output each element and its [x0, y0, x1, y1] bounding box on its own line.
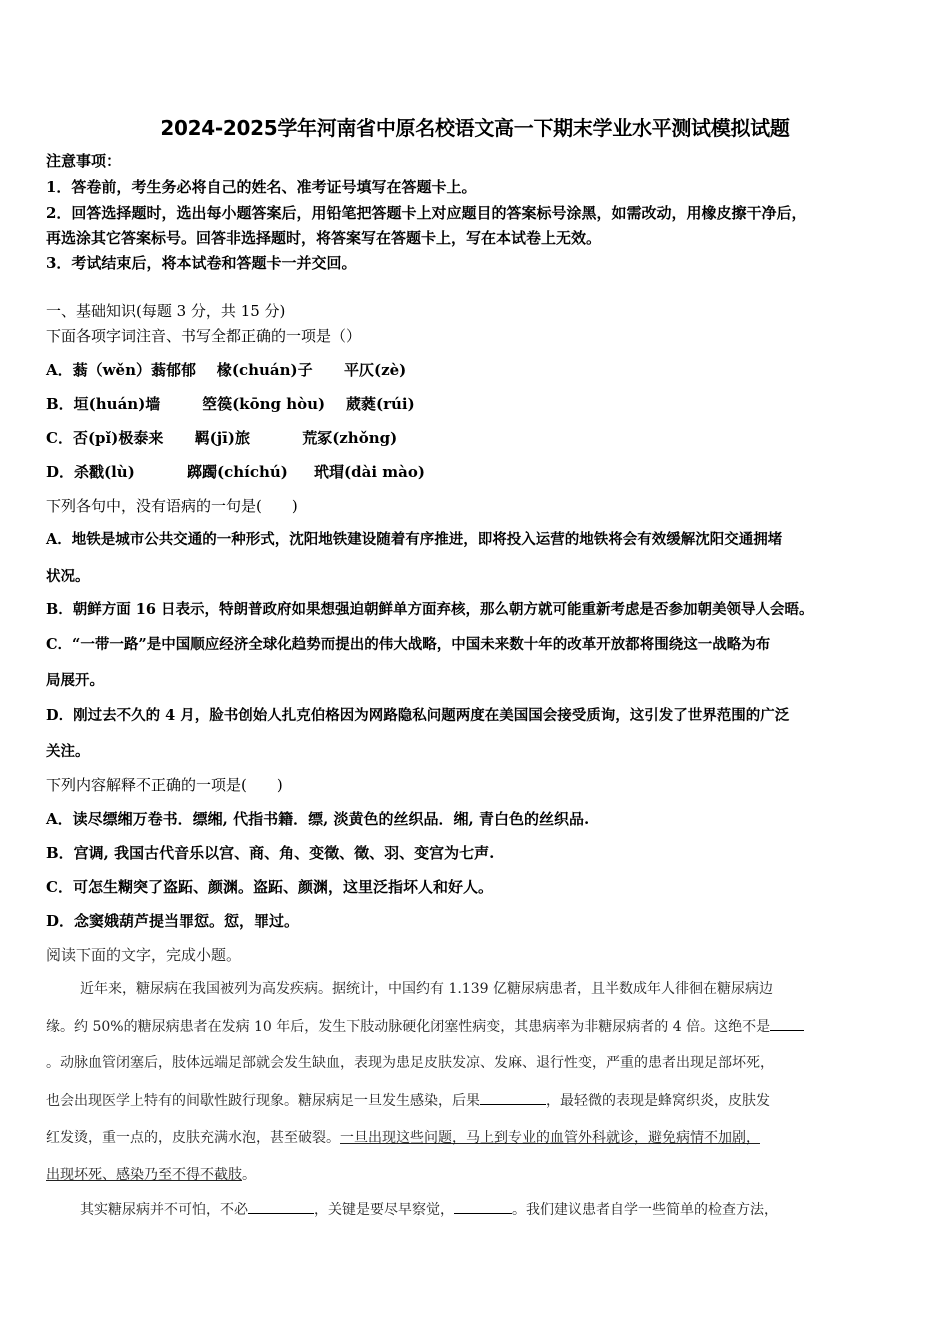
fill-blank-2[interactable] [480, 1090, 546, 1105]
question-3-option-a: A．读尽缥缃万卷书．缥缃, 代指书籍．缥, 淡黄色的丝织品．缃, 青白色的丝织品. [46, 810, 590, 828]
passage-p2-text-c: 。我们建议患者自学一些简单的检查方法， [512, 1202, 778, 1218]
passage-p2-line-1 [80, 1199, 778, 1220]
question-2-option-c-line-1: C．“一带一路”是中国顺应经济全球化趋势而提出的伟大战略，中国未来数十年的改革开放都将围绕这一战略为布 [46, 636, 771, 653]
passage-p1-line-5 [46, 1128, 760, 1148]
underlined-sentence-part-2: 出现坏死、感染乃至不得不截肢 [46, 1167, 242, 1183]
question-2-stem: 下列各句中，没有语病的一句是( ) [46, 497, 298, 515]
fill-blank-1[interactable] [770, 1016, 804, 1031]
question-2-option-a-line-2: 状况。 [46, 568, 90, 585]
passage-p1-line-4-tail: ，最轻微的表现是蜂窝织炎，皮肤发 [546, 1093, 770, 1109]
passage-p1-line-3: 。动脉血管闭塞后，肢体远端足部就会发生缺血，表现为患足皮肤发凉、发麻、退行性变，严重的患者出现足部坏死， [46, 1055, 774, 1071]
reading-intro: 阅读下面的文字，完成小题。 [46, 946, 242, 964]
section-heading: 一、基础知识(每题 3 分，共 15 分) [46, 302, 286, 320]
passage-p1-line-4-text: 也会出现医学上特有的间歇性跛行现象。糖尿病足一旦发生感染，后果 [46, 1093, 480, 1109]
notice-item-2-line-2: 再选涂其它答案标号。回答非选择题时，将答案写在答题卡上，写在本试卷上无效。 [46, 229, 602, 247]
notice-heading: 注意事项： [46, 152, 122, 170]
question-2-option-d-line-1: D．刚过去不久的 4 月，脸书创始人扎克伯格因为网路隐私问题两度在美国国会接受质询，这引发了世界范围的广泛 [46, 707, 790, 724]
question-1-option-a: A．蓊（wěn）蓊郁郁 椽(chuán)子 平仄(zè) [46, 361, 407, 379]
question-3-option-c: C．可怎生糊突了盗跖、颜渊。盗跖、颜渊，这里泛指坏人和好人。 [46, 878, 493, 896]
passage-p1-line-1: 近年来，糖尿病在我国被列为高发疾病。据统计，中国约有 1.139 亿糖尿病患者，且半数成年人徘徊在糖尿病边 [80, 981, 773, 997]
notice-item-2-line-1: 2．回答选择题时，选出每小题答案后，用铅笔把答题卡上对应题目的答案标号涂黑，如需改动，用橡皮擦干净后， [46, 204, 807, 222]
underlined-sentence-part-1: 一旦出现这些问题，马上到专业的血管外科就诊，避免病情不加剧， [340, 1130, 760, 1146]
question-2-option-b: B．朝鲜方面 16 日表示，特朗普政府如果想强迫朝鲜单方面弃核，那么朝方就可能重新考虑是否参加朝美领导人会晤。 [46, 601, 814, 618]
question-2-option-c-line-2: 局展开。 [46, 672, 104, 689]
question-1-option-d: D．杀戳(lù) 踯躅(chíchú) 玳瑁(dài mào) [46, 463, 425, 481]
fill-blank-4[interactable] [454, 1199, 512, 1214]
passage-p1-line-5-text: 红发烫，重一点的，皮肤充满水泡，甚至破裂。 [46, 1130, 340, 1146]
question-1-stem: 下面各项字词注音、书写全都正确的一项是（） [46, 327, 362, 345]
page-title: 2024-2025学年河南省中原名校语文高一下期末学业水平测试模拟试题 [160, 116, 790, 140]
passage-p1-line-6 [46, 1165, 256, 1185]
notice-item-3: 3．考试结束后，将本试卷和答题卡一并交回。 [46, 254, 357, 272]
question-3-option-b: B．宫调, 我国古代音乐以宫、商、角、变徵、徵、羽、变宫为七声. [46, 844, 495, 862]
question-3-option-d: D．念窦娥葫芦提当罪愆。愆，罪过。 [46, 912, 300, 930]
passage-p1-line-4 [46, 1090, 770, 1111]
passage-p2-text-a: 其实糖尿病并不可怕，不必 [80, 1202, 248, 1218]
passage-p1-line-6-end: 。 [242, 1167, 256, 1183]
question-2-option-d-line-2: 关注。 [46, 743, 90, 760]
question-3-stem: 下列内容解释不正确的一项是( ) [46, 776, 283, 794]
passage-p1-line-2 [46, 1016, 804, 1037]
question-2-option-a-line-1: A．地铁是城市公共交通的一种形式，沈阳地铁建设随着有序推进，即将投入运营的地铁将会有效缓解沈阳交通拥堵 [46, 531, 783, 548]
question-1-option-b: B．垣(huán)墙 箜篌(kōng hòu) 葳蕤(rúi) [46, 395, 415, 413]
passage-p2-text-b: ，关键是要尽早察觉， [314, 1202, 454, 1218]
passage-p1-line-2-text: 缘。约 50%的糖尿病患者在发病 10 年后，发生下肢动脉硬化闭塞性病变，其患病率为非糖尿病者的 4 倍。这绝不是 [46, 1019, 771, 1035]
fill-blank-3[interactable] [248, 1199, 314, 1214]
question-1-option-c: C．否(pǐ)极泰来 羁(jī)旅 荒冢(zhǒng) [46, 429, 398, 447]
notice-item-1: 1．答卷前，考生务必将自己的姓名、准考证号填写在答题卡上。 [46, 178, 477, 196]
